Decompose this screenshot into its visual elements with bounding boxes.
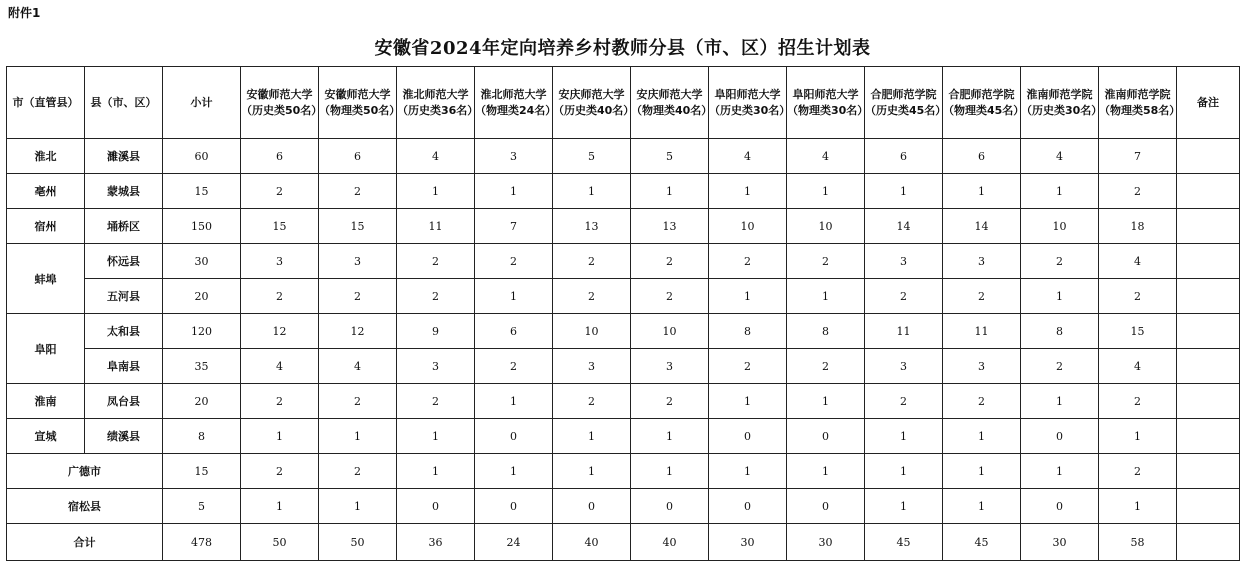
quota-cell: 1: [865, 489, 943, 524]
quota-cell: 1: [865, 454, 943, 489]
quota-cell: 3: [319, 244, 397, 279]
quota-cell: 1: [787, 279, 865, 314]
county-cell: 蒙城县: [85, 174, 163, 209]
quota-cell: 2: [319, 384, 397, 419]
quota-cell: 15: [319, 209, 397, 244]
quota-cell: 1: [475, 454, 553, 489]
quota-cell: 14: [943, 209, 1021, 244]
quota-cell: 1: [943, 174, 1021, 209]
quota-cell: 2: [787, 349, 865, 384]
quota-cell: 1: [1021, 174, 1099, 209]
city-cell: 淮南: [7, 384, 85, 419]
quota-cell: 1: [1021, 279, 1099, 314]
total-subtotal: 478: [163, 524, 241, 561]
header-county: 县（市、区）: [85, 67, 163, 139]
quota-cell: 2: [241, 174, 319, 209]
header-school: 淮北师范大学（物理类24名）: [475, 67, 553, 139]
quota-cell: 8: [1021, 314, 1099, 349]
quota-cell: 1: [631, 419, 709, 454]
total-quota-cell: 50: [241, 524, 319, 561]
quota-cell: 0: [475, 419, 553, 454]
table-row: [7, 174, 1240, 209]
quota-cell: 1: [787, 174, 865, 209]
quota-cell: 2: [553, 244, 631, 279]
quota-cell: 2: [787, 244, 865, 279]
page-title: 安徽省2024年定向培养乡村教师分县（市、区）招生计划表: [374, 38, 871, 59]
quota-cell: 6: [865, 139, 943, 174]
quota-cell: 10: [709, 209, 787, 244]
quota-cell: 0: [397, 489, 475, 524]
total-quota-cell: 24: [475, 524, 553, 561]
header-school: 淮北师范大学（历史类36名）: [397, 67, 475, 139]
quota-cell: 5: [631, 139, 709, 174]
quota-cell: 15: [241, 209, 319, 244]
subtotal-cell: 30: [163, 244, 241, 279]
header-school: 安庆师范大学（物理类40名）: [631, 67, 709, 139]
city-cell: 淮北: [7, 139, 85, 174]
quota-cell: 0: [709, 419, 787, 454]
total-quota-cell: 50: [319, 524, 397, 561]
quota-cell: 2: [631, 244, 709, 279]
county-cell: 怀远县: [85, 244, 163, 279]
quota-cell: 2: [631, 279, 709, 314]
header-school: 淮南师范学院（历史类30名）: [1021, 67, 1099, 139]
total-quota-cell: 40: [631, 524, 709, 561]
quota-cell: 4: [397, 139, 475, 174]
remark-cell: [1177, 419, 1240, 454]
city-cell: 阜阳: [7, 314, 85, 384]
quota-cell: 5: [553, 139, 631, 174]
header-subtotal: 小计: [163, 67, 241, 139]
quota-cell: 2: [1021, 244, 1099, 279]
quota-cell: 2: [397, 244, 475, 279]
county-cell: 太和县: [85, 314, 163, 349]
table-row: [7, 314, 1240, 349]
quota-cell: 4: [1099, 244, 1177, 279]
remark-cell: [1177, 384, 1240, 419]
quota-cell: 1: [709, 384, 787, 419]
table-row: [7, 489, 1240, 524]
quota-cell: 3: [865, 244, 943, 279]
header-school: 合肥师范学院（历史类45名）: [865, 67, 943, 139]
enrollment-plan-table: [6, 66, 1240, 561]
quota-cell: 6: [241, 139, 319, 174]
quota-cell: 3: [943, 349, 1021, 384]
county-cell: 五河县: [85, 279, 163, 314]
quota-cell: 1: [1021, 454, 1099, 489]
quota-cell: 0: [475, 489, 553, 524]
remark-cell: [1177, 314, 1240, 349]
total-quota-cell: 40: [553, 524, 631, 561]
quota-cell: 1: [1021, 384, 1099, 419]
header-school: 安徽师范大学（物理类50名）: [319, 67, 397, 139]
quota-cell: 8: [709, 314, 787, 349]
quota-cell: 12: [241, 314, 319, 349]
quota-cell: 2: [1099, 384, 1177, 419]
quota-cell: 1: [943, 454, 1021, 489]
quota-cell: 2: [943, 384, 1021, 419]
quota-cell: 2: [865, 384, 943, 419]
quota-cell: 13: [553, 209, 631, 244]
quota-cell: 10: [631, 314, 709, 349]
remark-cell: [1177, 244, 1240, 279]
city-cell: 广德市: [7, 454, 163, 489]
header-row: [7, 67, 1240, 139]
header-city: 市（直管县）: [7, 67, 85, 139]
quota-cell: 1: [709, 174, 787, 209]
city-cell: 宣城: [7, 419, 85, 454]
quota-cell: 18: [1099, 209, 1177, 244]
remark-cell: [1177, 279, 1240, 314]
remark-cell: [1177, 349, 1240, 384]
remark-cell: [1177, 489, 1240, 524]
total-quota-cell: 30: [787, 524, 865, 561]
quota-cell: 0: [631, 489, 709, 524]
quota-cell: 3: [397, 349, 475, 384]
table-row: [7, 139, 1240, 174]
quota-cell: 2: [241, 279, 319, 314]
quota-cell: 2: [1099, 279, 1177, 314]
table-row: [7, 349, 1240, 384]
total-quota-cell: 30: [1021, 524, 1099, 561]
quota-cell: 3: [631, 349, 709, 384]
quota-cell: 10: [787, 209, 865, 244]
county-cell: 埇桥区: [85, 209, 163, 244]
quota-cell: 0: [1021, 419, 1099, 454]
quota-cell: 2: [709, 349, 787, 384]
total-quota-cell: 30: [709, 524, 787, 561]
quota-cell: 1: [865, 174, 943, 209]
quota-cell: 4: [787, 139, 865, 174]
quota-cell: 3: [475, 139, 553, 174]
total-quota-cell: 45: [865, 524, 943, 561]
quota-cell: 2: [709, 244, 787, 279]
total-remark: [1177, 524, 1240, 561]
quota-cell: 3: [553, 349, 631, 384]
quota-cell: 1: [553, 174, 631, 209]
quota-cell: 11: [943, 314, 1021, 349]
quota-cell: 10: [1021, 209, 1099, 244]
table-row: [7, 384, 1240, 419]
quota-cell: 4: [1021, 139, 1099, 174]
county-cell: 凤台县: [85, 384, 163, 419]
quota-cell: 3: [865, 349, 943, 384]
quota-cell: 2: [241, 454, 319, 489]
total-quota-cell: 36: [397, 524, 475, 561]
table-row: [7, 419, 1240, 454]
quota-cell: 9: [397, 314, 475, 349]
table-row: [7, 279, 1240, 314]
quota-cell: 4: [1099, 349, 1177, 384]
total-row: [7, 524, 1240, 561]
quota-cell: 15: [1099, 314, 1177, 349]
header-school: 安庆师范大学（历史类40名）: [553, 67, 631, 139]
quota-cell: 6: [943, 139, 1021, 174]
subtotal-cell: 15: [163, 454, 241, 489]
quota-cell: 2: [319, 454, 397, 489]
quota-cell: 1: [1099, 489, 1177, 524]
remark-cell: [1177, 139, 1240, 174]
quota-cell: 2: [631, 384, 709, 419]
quota-cell: 10: [553, 314, 631, 349]
total-quota-cell: 58: [1099, 524, 1177, 561]
quota-cell: 0: [787, 419, 865, 454]
quota-cell: 1: [475, 384, 553, 419]
subtotal-cell: 15: [163, 174, 241, 209]
quota-cell: 1: [1099, 419, 1177, 454]
quota-cell: 1: [397, 454, 475, 489]
quota-cell: 1: [475, 174, 553, 209]
quota-cell: 4: [709, 139, 787, 174]
quota-cell: 2: [1021, 349, 1099, 384]
table-row: [7, 244, 1240, 279]
header-remarks: 备注: [1177, 67, 1240, 139]
quota-cell: 2: [319, 174, 397, 209]
quota-cell: 1: [475, 279, 553, 314]
quota-cell: 2: [553, 384, 631, 419]
header-school: 安徽师范大学（历史类50名）: [241, 67, 319, 139]
quota-cell: 7: [1099, 139, 1177, 174]
quota-cell: 1: [631, 454, 709, 489]
remark-cell: [1177, 174, 1240, 209]
subtotal-cell: 5: [163, 489, 241, 524]
quota-cell: 1: [787, 454, 865, 489]
quota-cell: 8: [787, 314, 865, 349]
total-quota-cell: 45: [943, 524, 1021, 561]
quota-cell: 1: [241, 489, 319, 524]
county-cell: 绩溪县: [85, 419, 163, 454]
quota-cell: 1: [397, 174, 475, 209]
quota-cell: 1: [553, 454, 631, 489]
county-cell: 阜南县: [85, 349, 163, 384]
quota-cell: 2: [319, 279, 397, 314]
quota-cell: 13: [631, 209, 709, 244]
total-label: 合计: [7, 524, 163, 561]
header-school: 淮南师范学院（物理类58名）: [1099, 67, 1177, 139]
quota-cell: 2: [1099, 174, 1177, 209]
quota-cell: 1: [943, 419, 1021, 454]
quota-cell: 12: [319, 314, 397, 349]
quota-cell: 3: [943, 244, 1021, 279]
table-row: [7, 209, 1240, 244]
quota-cell: 2: [865, 279, 943, 314]
city-cell: 亳州: [7, 174, 85, 209]
quota-cell: 1: [631, 174, 709, 209]
subtotal-cell: 8: [163, 419, 241, 454]
quota-cell: 0: [553, 489, 631, 524]
quota-cell: 11: [865, 314, 943, 349]
quota-cell: 3: [241, 244, 319, 279]
quota-cell: 2: [397, 279, 475, 314]
quota-cell: 6: [319, 139, 397, 174]
quota-cell: 1: [319, 489, 397, 524]
table-row: [7, 454, 1240, 489]
quota-cell: 1: [241, 419, 319, 454]
subtotal-cell: 20: [163, 279, 241, 314]
quota-cell: 0: [709, 489, 787, 524]
quota-cell: 2: [553, 279, 631, 314]
remark-cell: [1177, 454, 1240, 489]
city-cell: 宿州: [7, 209, 85, 244]
subtotal-cell: 35: [163, 349, 241, 384]
quota-cell: 1: [865, 419, 943, 454]
remark-cell: [1177, 209, 1240, 244]
quota-cell: 2: [943, 279, 1021, 314]
subtotal-cell: 60: [163, 139, 241, 174]
header-school: 阜阳师范大学（物理类30名）: [787, 67, 865, 139]
header-school: 阜阳师范大学（历史类30名）: [709, 67, 787, 139]
quota-cell: 2: [1099, 454, 1177, 489]
subtotal-cell: 150: [163, 209, 241, 244]
quota-cell: 1: [397, 419, 475, 454]
quota-cell: 1: [709, 279, 787, 314]
subtotal-cell: 120: [163, 314, 241, 349]
quota-cell: 1: [553, 419, 631, 454]
quota-cell: 7: [475, 209, 553, 244]
quota-cell: 2: [241, 384, 319, 419]
quota-cell: 14: [865, 209, 943, 244]
quota-cell: 0: [1021, 489, 1099, 524]
quota-cell: 2: [475, 349, 553, 384]
quota-cell: 6: [475, 314, 553, 349]
quota-cell: 2: [397, 384, 475, 419]
quota-cell: 1: [787, 384, 865, 419]
quota-cell: 4: [319, 349, 397, 384]
city-cell: 宿松县: [7, 489, 163, 524]
quota-cell: 1: [319, 419, 397, 454]
subtotal-cell: 20: [163, 384, 241, 419]
header-school: 合肥师范学院（物理类45名）: [943, 67, 1021, 139]
city-cell: 蚌埠: [7, 244, 85, 314]
quota-cell: 0: [787, 489, 865, 524]
attachment-label: 附件1: [8, 6, 41, 20]
quota-cell: 2: [475, 244, 553, 279]
county-cell: 濉溪县: [85, 139, 163, 174]
quota-cell: 1: [709, 454, 787, 489]
quota-cell: 11: [397, 209, 475, 244]
quota-cell: 4: [241, 349, 319, 384]
quota-cell: 1: [943, 489, 1021, 524]
